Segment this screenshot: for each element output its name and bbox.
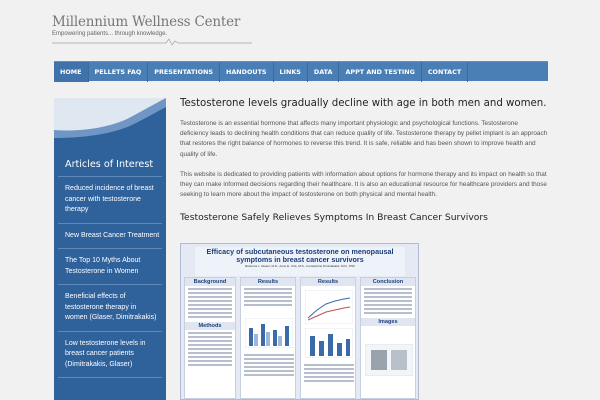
sidebar-article-link[interactable]: Beneficial effects of testosterone therapy in women (Glaser, Dimitrakakis) <box>65 293 157 321</box>
poster-heading-results-2: Results <box>301 278 355 286</box>
nav-item-appt-and-testing[interactable]: APPT AND TESTING <box>339 62 421 82</box>
nav-item-contact[interactable]: CONTACT <box>422 62 468 82</box>
poster-heading-conclusion: Conclusion <box>361 278 415 286</box>
poster-authors: Rebecca L. Glaser, M.D., Anne E. York, M.S., Constantine Dimitrakakis, M.D., PhD <box>245 264 355 268</box>
poster-heading-images: Images <box>361 318 415 326</box>
research-poster-image[interactable] <box>180 243 419 400</box>
sidebar-divider <box>58 248 162 249</box>
poster-title: Efficacy of subcutaneous testosterone on menopausal symptoms in breast cancer survivors <box>206 247 394 264</box>
main-nav <box>54 61 548 81</box>
nav-item-home[interactable]: HOME <box>54 62 89 82</box>
poster-column-background <box>184 277 236 399</box>
heartbeat-line-icon <box>52 38 252 46</box>
nav-item-pellets-faq[interactable]: PELLETS FAQ <box>89 62 149 82</box>
poster-column-results-1 <box>240 277 296 399</box>
sidebar-article-link[interactable]: The Top 10 Myths About Testosterone in Women <box>65 257 141 275</box>
main-content <box>180 98 548 223</box>
poster-column-conclusion <box>360 277 416 399</box>
section-subheading: Testosterone Safely Relieves Symptoms In Breast Cancer Survivors <box>180 212 488 224</box>
article-list <box>54 184 166 385</box>
nav-item-links[interactable]: LINKS <box>274 62 308 82</box>
sidebar-divider <box>58 377 162 378</box>
site-header <box>0 0 600 60</box>
intro-paragraph: Testosterone is an essential hormone that affects many important physiologic and psychological functions. Testosterone deficiency leads to declining health conditions that can reduce quality of life. Testosterone therapy by pellet implant is an approach that restores the right balance of hormones to reverse this trend. It is safe, reliable and has been shown to improve health and quality of life. <box>180 120 548 158</box>
sidebar-heading: Articles of Interest <box>65 159 154 170</box>
poster-bar-chart-2-icon <box>305 328 353 358</box>
sidebar <box>54 98 166 400</box>
poster-title-box <box>195 247 405 276</box>
sidebar-divider <box>58 331 162 332</box>
poster-photo-icon <box>365 344 413 376</box>
poster-line-chart-icon <box>305 290 353 324</box>
sidebar-article-link[interactable]: New Breast Cancer Treatment <box>65 231 160 239</box>
page-heading: Testosterone levels gradually decline with age in both men and women. <box>180 98 547 109</box>
site-title: Millennium Wellness Center <box>52 14 241 30</box>
sidebar-article-link[interactable]: Reduced incidence of breast cancer with testosterone therapy <box>65 185 154 213</box>
poster-heading-results-1: Results <box>241 278 295 286</box>
sidebar-divider <box>58 176 162 177</box>
poster-heading-background: Background <box>185 278 235 286</box>
nav-item-data[interactable]: DATA <box>308 62 340 82</box>
mission-paragraph: This website is dedicated to providing patients with information about options for hormone therapy and its impact on health so that they can make informed decisions regarding their healthcare. It is also an educational resource for healthcare providers and those seeking to learn more about the impact of testosterone on both physical and mental health. <box>180 170 547 199</box>
poster-column-results-2 <box>300 277 356 399</box>
poster-bar-chart-icon <box>245 318 293 348</box>
nav-item-presentations[interactable]: PRESENTATIONS <box>148 62 220 82</box>
sidebar-divider <box>58 284 162 285</box>
poster-heading-methods: Methods <box>185 322 235 330</box>
sidebar-divider <box>58 223 162 224</box>
sidebar-curve-decoration <box>54 98 166 148</box>
sidebar-article-link[interactable]: Low testosterone levels in breast cancer patients (Dimitrakakis, Glaser) <box>65 339 146 368</box>
nav-item-handouts[interactable]: HANDOUTS <box>220 62 274 82</box>
site-tagline: Empowering patients... through knowledge. <box>52 31 168 37</box>
site-logo[interactable] <box>52 14 252 46</box>
